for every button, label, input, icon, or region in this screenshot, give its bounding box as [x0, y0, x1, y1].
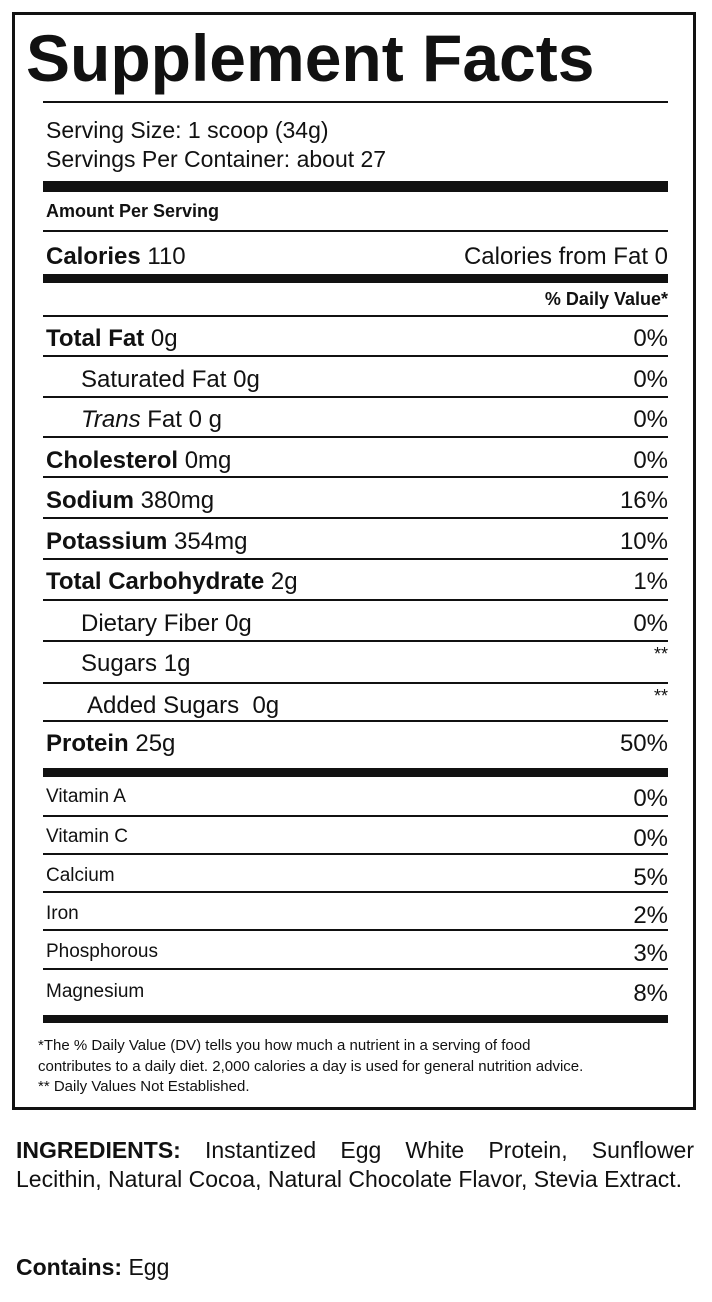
vitamin-label: Calcium	[46, 865, 115, 886]
panel-title: Supplement Facts	[26, 21, 595, 95]
vitamin-label: Iron	[46, 903, 79, 924]
vitamin-label: Vitamin C	[46, 826, 129, 847]
nutrient-label: Saturated Fat	[81, 366, 227, 393]
divider	[43, 640, 668, 642]
nutrient-label: Added Sugars	[87, 692, 240, 719]
vitamin-dv: 5%	[633, 864, 668, 891]
vitamin-dv: 8%	[633, 980, 668, 1007]
nutrient-amount: 0g	[150, 325, 178, 352]
mineral-row-magnesium	[43, 971, 668, 1009]
nutrient-amount: 0g	[225, 610, 252, 637]
nutrient-dv: **	[653, 686, 668, 706]
vitamin-dv: 2%	[633, 902, 668, 929]
divider	[43, 558, 668, 560]
mineral-row-calcium	[43, 855, 668, 893]
thick-divider	[43, 181, 668, 192]
calories-value: 110	[147, 243, 186, 270]
nutrient-row-potassium	[43, 521, 668, 559]
nutrient-amount: 25g	[135, 730, 176, 757]
nutrient-row-dietary-fiber	[43, 603, 668, 641]
nutrient-label: Protein	[46, 730, 129, 757]
nutrient-dv: **	[653, 644, 668, 664]
vitamin-label: Magnesium	[46, 981, 145, 1002]
vitamin-dv: 3%	[633, 940, 668, 967]
nutrient-label: Sodium	[46, 487, 134, 514]
divider	[43, 720, 668, 722]
divider	[43, 396, 668, 398]
footnote-daily-value: *The % Daily Value (DV) tells you how much a nutrient in a serving of food	[38, 1037, 531, 1054]
nutrient-label: Cholesterol	[46, 447, 179, 474]
vitamin-row-c	[43, 816, 668, 854]
daily-value-header: % Daily Value*	[544, 289, 668, 309]
servings-per-container: Servings Per Container: about 27	[46, 146, 387, 172]
nutrient-dv: 50%	[619, 730, 668, 757]
vitamin-label: Vitamin A	[46, 786, 126, 807]
contains-statement	[16, 1254, 169, 1281]
vitamin-dv: 0%	[633, 825, 668, 852]
mineral-row-iron	[43, 893, 668, 931]
ingredients-label: INGREDIENTS:	[16, 1137, 181, 1163]
nutrient-amount: 1g	[163, 650, 191, 677]
footnote-not-established: ** Daily Values Not Established.	[38, 1078, 250, 1095]
footnote-daily-diet: contributes to a daily diet. 2,000 calories a day is used for general nutrition advice.	[38, 1058, 584, 1075]
divider	[43, 230, 668, 232]
nutrient-dv: 0%	[633, 447, 668, 474]
nutrient-dv: 0%	[633, 610, 668, 637]
nutrient-dv: 0%	[633, 406, 668, 433]
nutrient-row-added-sugars	[43, 685, 668, 723]
nutrient-label: Dietary Fiber	[81, 610, 219, 637]
divider	[43, 682, 668, 684]
calories-label: Calories	[46, 243, 141, 270]
vitamin-label: Phosphorous	[46, 941, 158, 962]
calories-row	[43, 236, 668, 274]
divider	[43, 476, 668, 478]
nutrient-row-total-carbohydrate	[43, 561, 668, 599]
ingredients	[16, 1136, 694, 1194]
nutrient-label: Potassium	[46, 528, 168, 555]
divider	[43, 315, 668, 317]
nutrient-amount: 2g	[270, 568, 298, 595]
divider	[43, 517, 668, 519]
nutrient-dv: 0%	[633, 325, 668, 352]
nutrient-row-protein	[43, 723, 668, 761]
nutrient-row-saturated-fat	[43, 359, 668, 397]
divider	[43, 436, 668, 438]
vitamin-dv: 0%	[633, 785, 668, 812]
nutrient-amount: 354mg	[174, 528, 248, 555]
divider	[43, 599, 668, 601]
divider	[43, 101, 668, 103]
nutrient-row-sugars	[43, 643, 668, 681]
nutrient-dv: 1%	[633, 568, 668, 595]
nutrient-amount: 0g	[233, 366, 260, 393]
divider	[43, 968, 668, 970]
nutrient-amount: 0mg	[184, 447, 232, 474]
ingredients-text: Instantized Egg White Protein, Sunflower Lecithin, Natural Cocoa, Natural Chocolate Flavor, Stevia Extract.	[16, 1137, 695, 1192]
nutrient-dv: 10%	[619, 528, 668, 555]
nutrient-amount: 380mg	[140, 487, 215, 514]
divider	[43, 355, 668, 357]
nutrient-label: Sugars	[81, 650, 158, 677]
contains-label: Contains:	[16, 1254, 123, 1280]
nutrient-label: Total Carbohydrate	[46, 568, 265, 595]
nutrient-row-sodium	[43, 480, 668, 518]
nutrient-dv: 0%	[633, 366, 668, 393]
nutrient-amount: 0g	[252, 692, 280, 719]
vitamin-row-a	[43, 776, 668, 814]
calories-from-fat: Calories from Fat 0	[463, 243, 668, 270]
nutrient-label: Total Fat	[46, 325, 145, 352]
serving-size: Serving Size: 1 scoop (34g)	[46, 117, 329, 143]
nutrient-row-total-fat	[43, 318, 668, 356]
mineral-row-phosphorous	[43, 931, 668, 969]
nutrient-dv: 16%	[619, 487, 668, 514]
nutrient-label: Trans	[81, 406, 141, 433]
nutrient-row-trans-fat	[43, 399, 668, 437]
contains-text: Egg	[128, 1254, 170, 1280]
nutrient-row-cholesterol	[43, 440, 668, 478]
thick-divider	[43, 1015, 668, 1023]
thick-divider	[43, 274, 668, 283]
nutrient-amount: Fat 0 g	[147, 406, 222, 433]
amount-per-serving: Amount Per Serving	[46, 201, 220, 221]
